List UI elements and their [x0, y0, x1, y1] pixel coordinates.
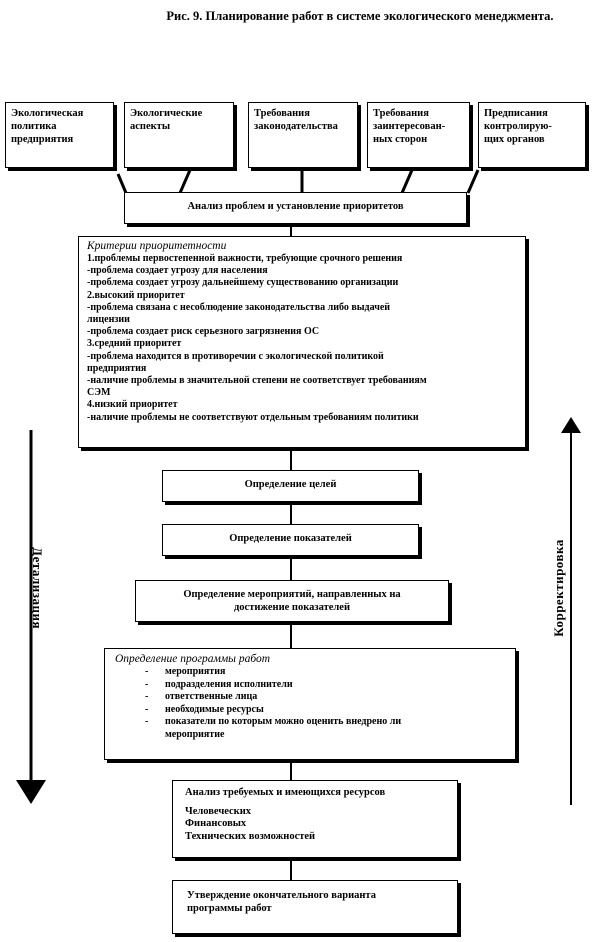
criteria-line: -проблема создает угрозу дальнейшему существованию организации	[87, 277, 399, 289]
criteria-line: -проблема создает угрозу для населения	[87, 265, 268, 277]
source-line: Требования	[373, 108, 429, 119]
resources-item: Технических возможностей	[185, 830, 316, 842]
final-line: программы работ	[187, 903, 272, 914]
criteria-line: предприятия	[87, 362, 147, 374]
figure-title: Рис. 9. Планирование работ в системе экологического менеджмента.	[166, 9, 554, 23]
measures-box	[135, 580, 449, 622]
measures-line: Определение мероприятий, направленных на	[183, 589, 401, 600]
resources-box	[172, 780, 458, 858]
source-line: Экологические	[130, 108, 203, 119]
source-line: ных сторон	[373, 134, 428, 145]
detailing-label: Детализация	[30, 546, 46, 630]
connector-source-2	[180, 170, 190, 193]
resources-item: Человеческих	[185, 805, 252, 817]
source-line: аспекты	[130, 121, 171, 132]
program-item: - ответственные лица	[145, 691, 505, 704]
final-line: Утверждение окончательного варианта	[187, 890, 376, 901]
criteria-line: лицензии	[87, 314, 130, 326]
criteria-line: 3.средний приоритет	[87, 338, 182, 350]
source-box-legislation	[248, 102, 358, 168]
source-line: политика	[11, 121, 57, 132]
resources-item: Финансовых	[185, 818, 247, 829]
analysis-label: Анализ проблем и установление приоритетов	[187, 201, 404, 212]
program-item: - показатели по которым можно оценить внедрено ли	[145, 716, 505, 729]
resources-heading: Анализ требуемых и имеющихся ресурсов	[185, 787, 386, 798]
program-item-continuation: мероприятие	[165, 728, 225, 740]
source-line: законодательства	[254, 121, 338, 132]
goals-box	[162, 470, 419, 502]
goals-label: Определение целей	[244, 479, 337, 490]
source-line: Экологическая	[11, 108, 84, 119]
connector-source-4	[402, 170, 412, 193]
final-approval-box	[172, 880, 458, 934]
source-line: предприятия	[11, 134, 74, 145]
correction-label: Корректировка	[550, 539, 566, 637]
source-line: Предписания	[484, 108, 548, 119]
connector-source-1	[118, 174, 126, 193]
indicators-label: Определение показателей	[229, 533, 352, 544]
criteria-line: 2.высокий приоритет	[87, 289, 185, 301]
source-line: щих органов	[484, 134, 545, 145]
criteria-box	[78, 236, 526, 448]
source-box-ecological-aspects	[124, 102, 234, 168]
analysis-box	[124, 192, 467, 224]
source-line: Требования	[254, 108, 310, 119]
measures-line: достижение показателей	[233, 602, 350, 613]
criteria-line: СЭМ	[87, 387, 111, 399]
program-item: - подразделения исполнители	[145, 679, 505, 692]
program-item: - необходимые ресурсы	[145, 704, 505, 717]
criteria-heading: Критерии приоритетности	[87, 240, 227, 252]
criteria-line: 4.низкий приоритет	[87, 399, 178, 411]
program-item: - мероприятия	[145, 666, 505, 679]
source-box-ecological-policy	[5, 102, 114, 168]
program-box	[104, 648, 516, 760]
criteria-line: -проблема находится в противоречии с экологической политикой	[87, 350, 384, 362]
criteria-line: 1.проблемы первостепенной важности, требующие срочного решения	[87, 253, 403, 264]
source-line: контролирую-	[484, 121, 552, 132]
criteria-line: -наличие проблемы не соответствуют отдельным требованиям политики	[87, 411, 419, 423]
connector-source-5	[468, 170, 478, 193]
criteria-line: -проблема создает риск серьезного загрязнения ОС	[87, 326, 320, 338]
criteria-line: -проблема связана с несоблюдение законодательства либо выдачей	[87, 301, 391, 313]
criteria-line: -наличие проблемы в значительной степени не соответствует требованиям	[87, 375, 427, 387]
source-line: заинтересован-	[373, 121, 446, 132]
program-heading: Определение программы работ	[115, 653, 271, 665]
source-box-stakeholders	[367, 102, 470, 168]
source-box-regulators	[478, 102, 586, 168]
indicators-box	[162, 524, 419, 556]
